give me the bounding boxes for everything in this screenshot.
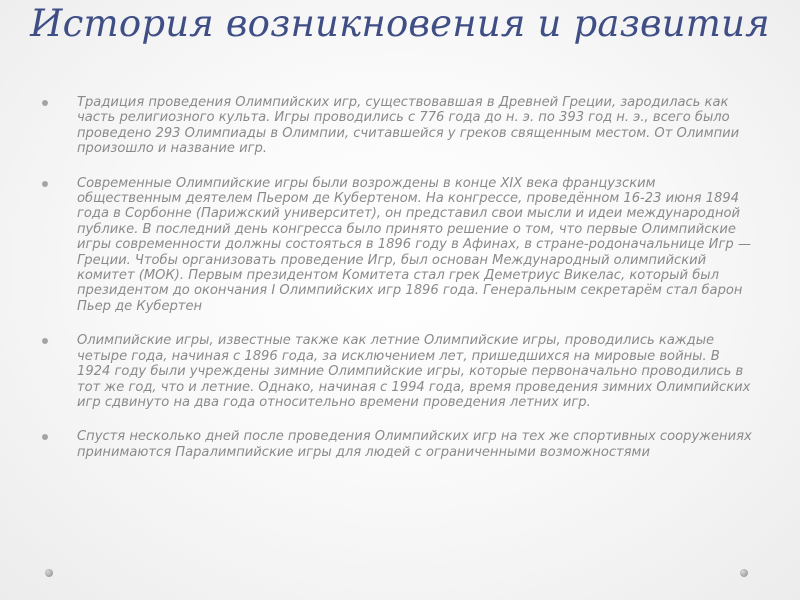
corner-dot-icon [45, 569, 53, 577]
slide-title: История возникновения и развития [30, 2, 770, 45]
bullet-item [42, 176, 754, 315]
bullet-text: Спустя несколько дней после проведения Олимпийских игр на тех же спортивных сооружениях принимаются Паралимпийские игры для людей с ограниченными возможностями [77, 429, 752, 460]
bullet-item [42, 429, 754, 460]
bullet-text: Олимпийские игры, известные также как летние Олимпийские игры, проводились каждые четыре года, начиная с 1896 года, за исключением лет, пришедшихся на мировые войны. В 1924 году были учреждены зимние Олимпийские игры, которые первоначально проводились в тот же год, что и летние. Однако, начиная с 1994 года, время проведения зимних Олимпийских игр сдвинуто на два года относительно времени проведения летних игр. [77, 333, 751, 410]
slide-content [42, 95, 754, 479]
bullet-dot-icon [42, 181, 48, 187]
corner-dot-icon [740, 569, 748, 577]
bullet-item [42, 95, 754, 157]
bullet-text: Традиция проведения Олимпийских игр, существовавшая в Древней Греции, зародилась как часть религиозного культа. Игры проводились с 776 года до н. э. по 393 год н. э., всего было проведено 293 Олимпиады в Олимпии, считавшейся у греков священным местом. От Олимпии произошло и название игр. [77, 95, 740, 157]
bullet-dot-icon [42, 338, 48, 344]
bullet-text: Современные Олимпийские игры были возрождены в конце XIX века французским общественным деятелем Пьером де Кубертеном. На конгрессе, проведённом 16-23 июня 1894 года в Сорбонне (Парижский университет), он представил свои мысли и идеи международной публике. В последний день конгресса было принято решение о том, что первые Олимпийские игры современности должны состояться в 1896 году в Афинах, в стране-родоначальнице Игр — Греции. Чтобы организовать проведение Игр, был основан Международный олимпийский комитет (МОК). Первым президентом Комитета стал грек Деметриус Викелас, который был президентом до окончания I Олимпийских игр 1896 года. Генеральным секретарём стал барон Пьер де Кубертен [77, 175, 751, 314]
bullet-dot-icon [42, 434, 48, 440]
bullet-item [42, 333, 754, 410]
bullet-dot-icon [42, 100, 48, 106]
